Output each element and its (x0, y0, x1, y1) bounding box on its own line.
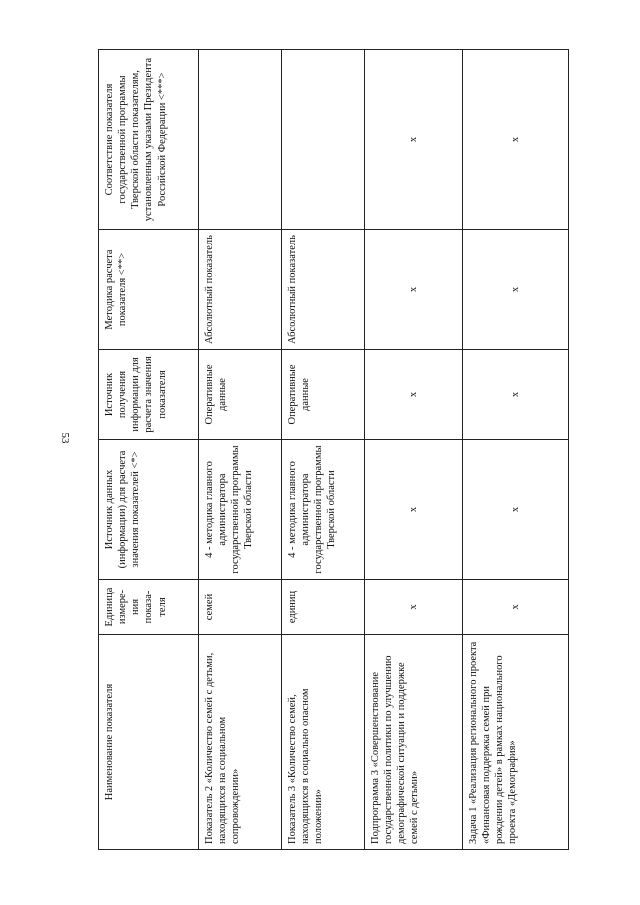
cell-info-source: Оперативные данные (199, 350, 282, 440)
table-header-row (99, 50, 199, 850)
header-indicator-name: Наименование показателя (99, 635, 199, 850)
header-data-source: Источник данных (информации) для расчета значения показателей <*> (99, 440, 199, 580)
cell-conformity: х (463, 50, 569, 230)
cell-unit: единиц (282, 580, 365, 635)
page-number: 53 (59, 432, 71, 444)
cell-name: Показатель 2 «Количество семей с детьми, находящихся на социальном сопровождении» (199, 635, 282, 850)
header-info-source: Источник получения информации для расчета значения показателя (99, 350, 199, 440)
cell-conformity: х (365, 50, 463, 230)
cell-name: Подпрограмма 3 «Совершенствование государственной политики по улучшению демографической ситуации и поддержке семей с детьми» (365, 635, 463, 850)
cell-name: Задача 1 «Реализация регионального проекта «Финансовая поддержка семей при рождении детей» в рамках национального проекта «Демография» (463, 635, 569, 850)
header-conformity: Соответствие показателя государственной программы Тверской области показателям, установленным указами Президента Российской Федерации <***> (99, 50, 199, 230)
table-row (282, 50, 365, 850)
cell-info-source: х (463, 350, 569, 440)
rotated-table-container (98, 50, 568, 850)
cell-unit: семей (199, 580, 282, 635)
cell-conformity (282, 50, 365, 230)
cell-name: Показатель 3 «Количество семей, находящихся в социально опасном положении» (282, 635, 365, 850)
cell-info-source: Оперативные данные (282, 350, 365, 440)
cell-data-source: 4 - методика главного администратора государственной программы Тверской области (199, 440, 282, 580)
cell-method: Абсолютный показатель (199, 230, 282, 350)
header-unit: Единица измере-ния показа-теля (99, 580, 199, 635)
cell-info-source: х (365, 350, 463, 440)
cell-method: х (463, 230, 569, 350)
cell-method: Абсолютный показатель (282, 230, 365, 350)
indicators-table (98, 49, 569, 850)
header-calc-method: Методика расчета показателя <**> (99, 230, 199, 350)
table-row (365, 50, 463, 850)
cell-data-source: х (463, 440, 569, 580)
cell-unit: х (463, 580, 569, 635)
cell-data-source: 4 - методика главного администратора государственной программы Тверской области (282, 440, 365, 580)
table-row (199, 50, 282, 850)
cell-method: х (365, 230, 463, 350)
cell-conformity (199, 50, 282, 230)
cell-data-source: х (365, 440, 463, 580)
cell-unit: х (365, 580, 463, 635)
table-row (463, 50, 569, 850)
